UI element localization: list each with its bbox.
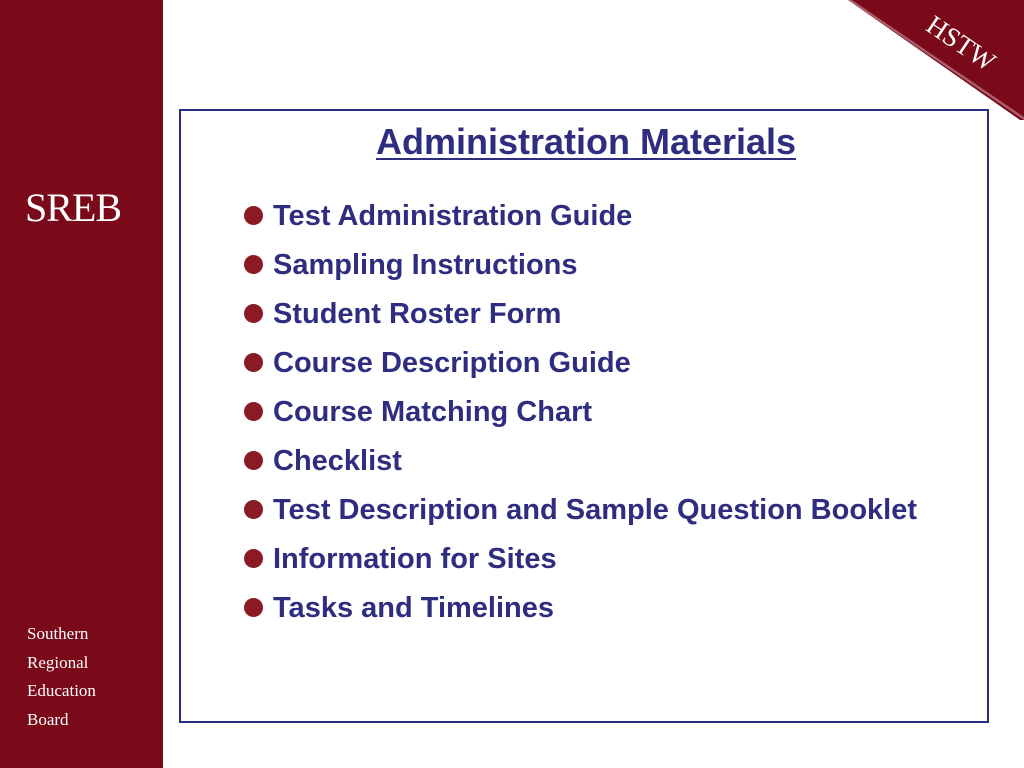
org-line: Board bbox=[27, 709, 69, 729]
bullet-dot-icon bbox=[244, 598, 263, 617]
list-item bbox=[244, 343, 924, 383]
list-item bbox=[244, 490, 924, 530]
sreb-logo: SREB bbox=[25, 185, 122, 230]
materials-list bbox=[244, 196, 924, 637]
bullet-dot-icon bbox=[244, 304, 263, 323]
list-item bbox=[244, 441, 924, 481]
bullet-dot-icon bbox=[244, 451, 263, 470]
bullet-dot-icon bbox=[244, 549, 263, 568]
list-item bbox=[244, 196, 924, 236]
hstw-label: HSTW bbox=[921, 9, 1002, 78]
list-item-label: Information for Sites bbox=[273, 543, 557, 575]
list-item bbox=[244, 539, 924, 579]
list-item bbox=[244, 245, 924, 285]
organization-name bbox=[27, 620, 96, 734]
list-item-label: Sampling Instructions bbox=[273, 249, 578, 281]
org-line: Education bbox=[27, 681, 96, 700]
hstw-corner-badge bbox=[824, 0, 1024, 120]
list-item-label: Course Description Guide bbox=[273, 347, 631, 379]
list-item bbox=[244, 392, 924, 432]
bullet-dot-icon bbox=[244, 255, 263, 274]
list-item bbox=[244, 294, 924, 334]
list-item-label: Checklist bbox=[273, 445, 402, 477]
list-item-label: Course Matching Chart bbox=[273, 396, 593, 428]
bullet-dot-icon bbox=[244, 206, 263, 225]
list-item-label: Student Roster Form bbox=[273, 298, 562, 330]
list-item-label: Test Administration Guide bbox=[273, 200, 633, 232]
list-item-label: Test Description and Sample Question Booklet bbox=[273, 494, 918, 526]
sidebar bbox=[0, 0, 163, 768]
list-item-label: Tasks and Timelines bbox=[273, 592, 554, 624]
bullet-dot-icon bbox=[244, 500, 263, 519]
org-line: Southern bbox=[27, 624, 89, 643]
list-item bbox=[244, 588, 924, 628]
bullet-dot-icon bbox=[244, 353, 263, 372]
bullet-dot-icon bbox=[244, 402, 263, 421]
org-line: Regional bbox=[27, 652, 89, 672]
slide-title: Administration Materials bbox=[375, 121, 797, 162]
